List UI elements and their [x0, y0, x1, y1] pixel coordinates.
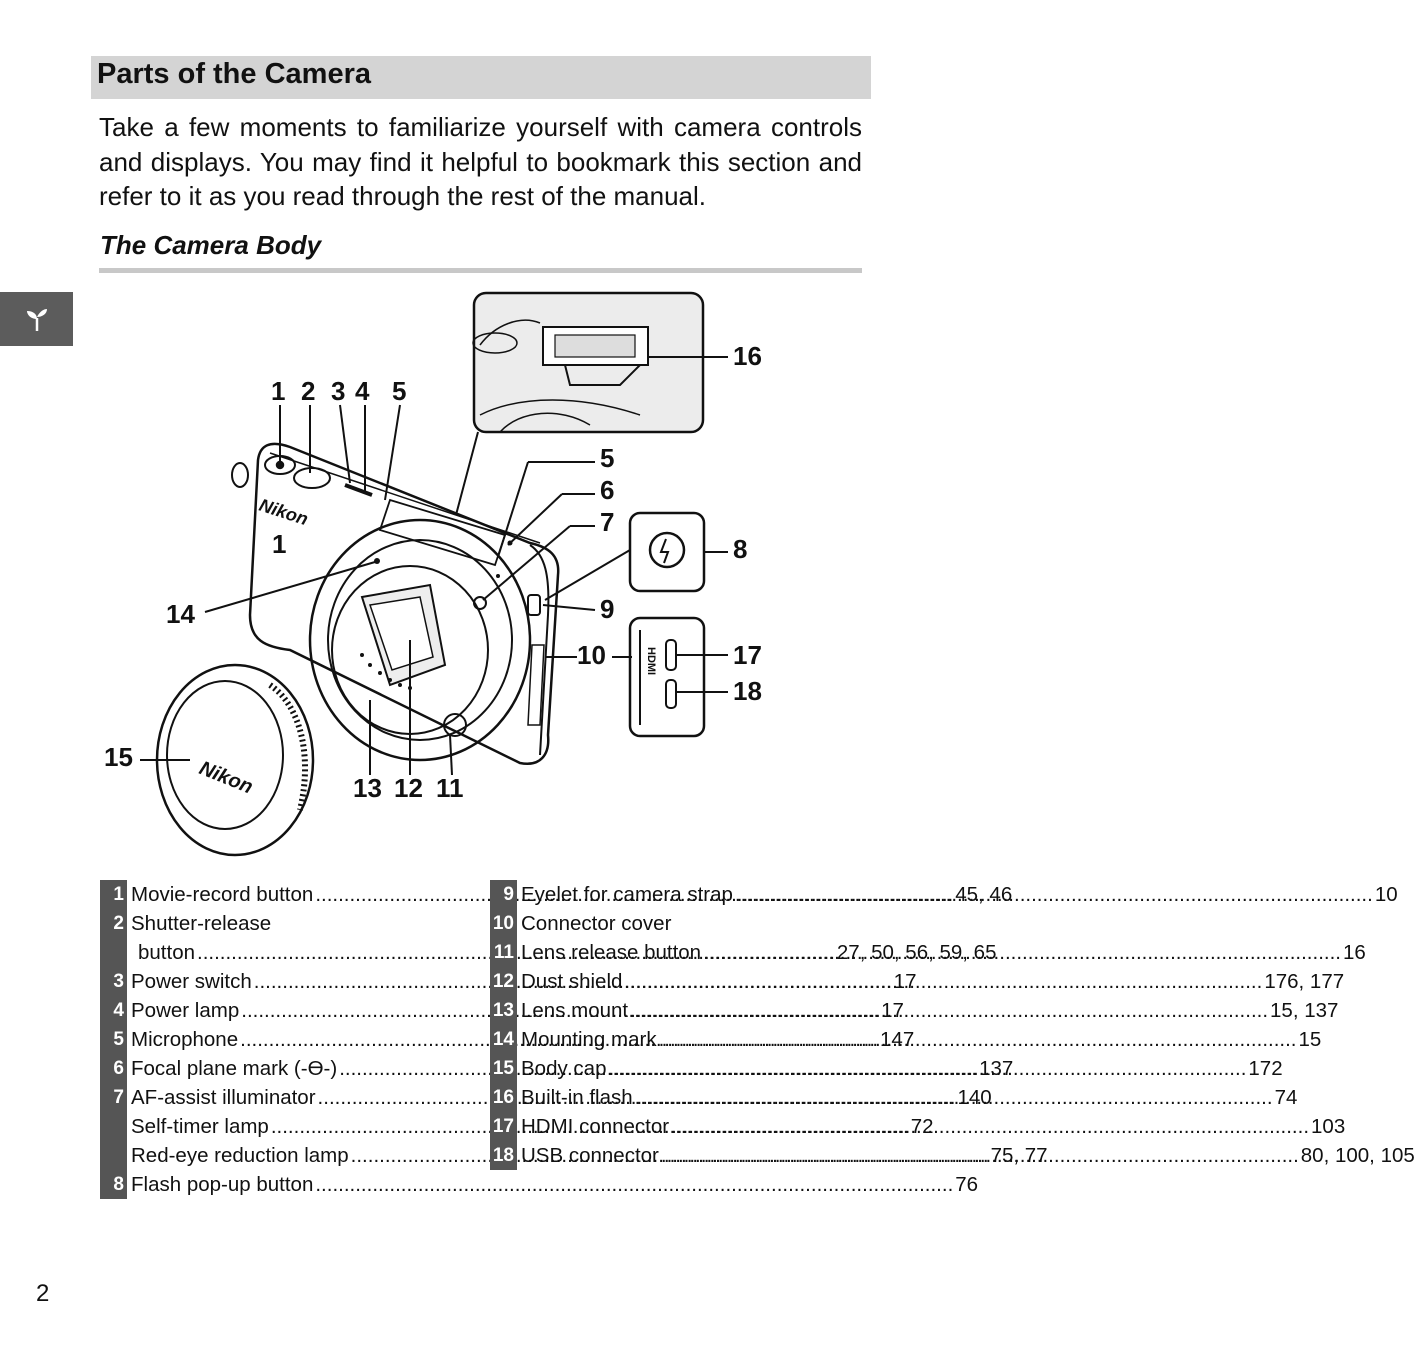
callout-6: 6 — [600, 475, 615, 505]
page-title: Parts of the Camera — [97, 58, 371, 90]
legend-label: Focal plane mark (-ϴ-) — [131, 1057, 338, 1080]
legend-label: Built-in flash — [521, 1086, 633, 1109]
callout-9: 9 — [600, 594, 615, 624]
legend-number: 17 — [490, 1112, 517, 1141]
legend-number: 1 — [100, 880, 127, 909]
callout-13: 13 — [353, 773, 382, 803]
legend-label: Lens mount — [521, 999, 629, 1022]
leader-dots — [661, 1141, 1299, 1170]
legend-label: Connector cover — [521, 912, 672, 935]
leader-dots — [659, 1025, 1297, 1054]
legend-number: 18 — [490, 1141, 517, 1170]
legend-label: Dust shield — [521, 970, 623, 993]
intro-paragraph: Take a few moments to familiarize yourself with camera controls and displays. You may find it helpful to bookmark this section and refer to it as you read through the rest of the manual. — [99, 112, 862, 211]
legend-number: 2 — [100, 909, 127, 938]
legend-row — [100, 909, 472, 938]
legend-number: 14 — [490, 1025, 517, 1054]
legend-label: Red-eye reduction lamp — [131, 1144, 349, 1167]
callout-1: 1 — [271, 376, 286, 406]
legend-number — [100, 1141, 127, 1170]
callout-17: 17 — [733, 640, 762, 670]
legend-pages: 172 — [1248, 1057, 1283, 1080]
section-divider — [99, 268, 862, 273]
callout-18: 18 — [733, 676, 762, 706]
legend-pages: 76 — [955, 1173, 979, 1196]
legend-number: 6 — [100, 1054, 127, 1083]
leader-dots — [735, 880, 1373, 909]
legend-pages: 16 — [1342, 941, 1366, 964]
legend-pages: 137 — [979, 1057, 1014, 1080]
legend-label: button — [138, 941, 195, 964]
legend-pages: 176, 177 — [1264, 970, 1345, 993]
legend-number: 8 — [100, 1170, 127, 1199]
legend-number — [100, 938, 127, 967]
leader-dots — [635, 1083, 1273, 1112]
legend-number: 4 — [100, 996, 127, 1025]
legend-pages: 45, 46 — [955, 883, 1013, 906]
legend-pages: 80, 100, 105 — [1300, 1144, 1415, 1167]
leader-dots — [315, 1170, 953, 1199]
legend-row — [490, 909, 862, 938]
legend-row — [490, 967, 1345, 996]
legend-pages: 15 — [1298, 1028, 1322, 1051]
legend-pages: 75, 77 — [990, 1144, 1048, 1167]
legend-number: 9 — [490, 880, 517, 909]
sprout-icon — [26, 306, 48, 332]
legend-label: Eyelet for camera strap — [521, 883, 733, 906]
callout-8: 8 — [733, 534, 748, 564]
legend-label: Movie-record button — [131, 883, 314, 906]
legend-pages: 10 — [1374, 883, 1398, 906]
body-cap-logo: Nikon — [196, 757, 256, 799]
legend-label: Power switch — [131, 970, 252, 993]
legend-label: Self-timer lamp — [131, 1115, 269, 1138]
legend-label: AF-assist illuminator — [131, 1086, 316, 1109]
legend-number: 11 — [490, 938, 517, 967]
callout-12: 12 — [394, 773, 423, 803]
hdmi-port-label: HDMI — [645, 647, 657, 676]
legend-label: Flash pop-up button — [131, 1173, 314, 1196]
camera-model-number: 1 — [272, 529, 287, 559]
callout-5-top: 5 — [392, 376, 407, 406]
legend-pages: 27, 50, 56, 59, 65 — [836, 941, 997, 964]
chapter-tab[interactable] — [0, 292, 73, 346]
legend-number: 5 — [100, 1025, 127, 1054]
legend-label: Shutter-release — [131, 912, 272, 935]
legend-pages: 17 — [893, 970, 917, 993]
legend-pages: 147 — [880, 1028, 915, 1051]
legend-number: 15 — [490, 1054, 517, 1083]
legend-label: Mounting mark — [521, 1028, 657, 1051]
legend-label: Power lamp — [131, 999, 240, 1022]
leader-dots — [703, 938, 1341, 967]
legend-number: 16 — [490, 1083, 517, 1112]
camera-brand-logo: Nikon — [256, 494, 311, 530]
callout-14: 14 — [166, 599, 195, 629]
legend-pages: 15, 137 — [1270, 999, 1339, 1022]
callout-5: 5 — [600, 443, 615, 473]
legend-label: USB connector — [521, 1144, 659, 1167]
legend-pages: 140 — [957, 1086, 992, 1109]
legend-number: 7 — [100, 1083, 127, 1112]
callout-16: 16 — [733, 341, 762, 371]
callout-7: 7 — [600, 507, 615, 537]
legend-pages: 17 — [881, 999, 904, 1022]
camera-body-diagram — [100, 285, 865, 865]
legend-number — [100, 1112, 127, 1141]
callout-3: 3 — [331, 376, 346, 406]
leader-dots — [624, 967, 1262, 996]
legend-label: HDMI connector — [521, 1115, 670, 1138]
legend-label: Lens release button — [521, 941, 702, 964]
section-title: The Camera Body — [100, 230, 322, 260]
leader-dots — [630, 996, 1268, 1025]
legend-pages: 103 — [1311, 1115, 1346, 1138]
callout-4: 4 — [355, 376, 370, 406]
legend-label: Microphone — [131, 1028, 239, 1051]
legend-number: 10 — [490, 909, 517, 938]
callout-2: 2 — [301, 376, 316, 406]
leader-dots — [608, 1054, 1246, 1083]
legend-number: 3 — [100, 967, 127, 996]
legend-number: 12 — [490, 967, 517, 996]
legend-pages: 72 — [910, 1115, 934, 1138]
callout-15: 15 — [104, 742, 133, 772]
leader-dots — [671, 1112, 1309, 1141]
page-number: 2 — [36, 1280, 50, 1307]
callout-11: 11 — [436, 773, 464, 803]
legend-number: 13 — [490, 996, 517, 1025]
callout-10: 10 — [577, 640, 606, 670]
legend-label: Body cap — [521, 1057, 607, 1080]
legend-row — [100, 1170, 979, 1199]
legend-pages: 74 — [1274, 1086, 1298, 1109]
